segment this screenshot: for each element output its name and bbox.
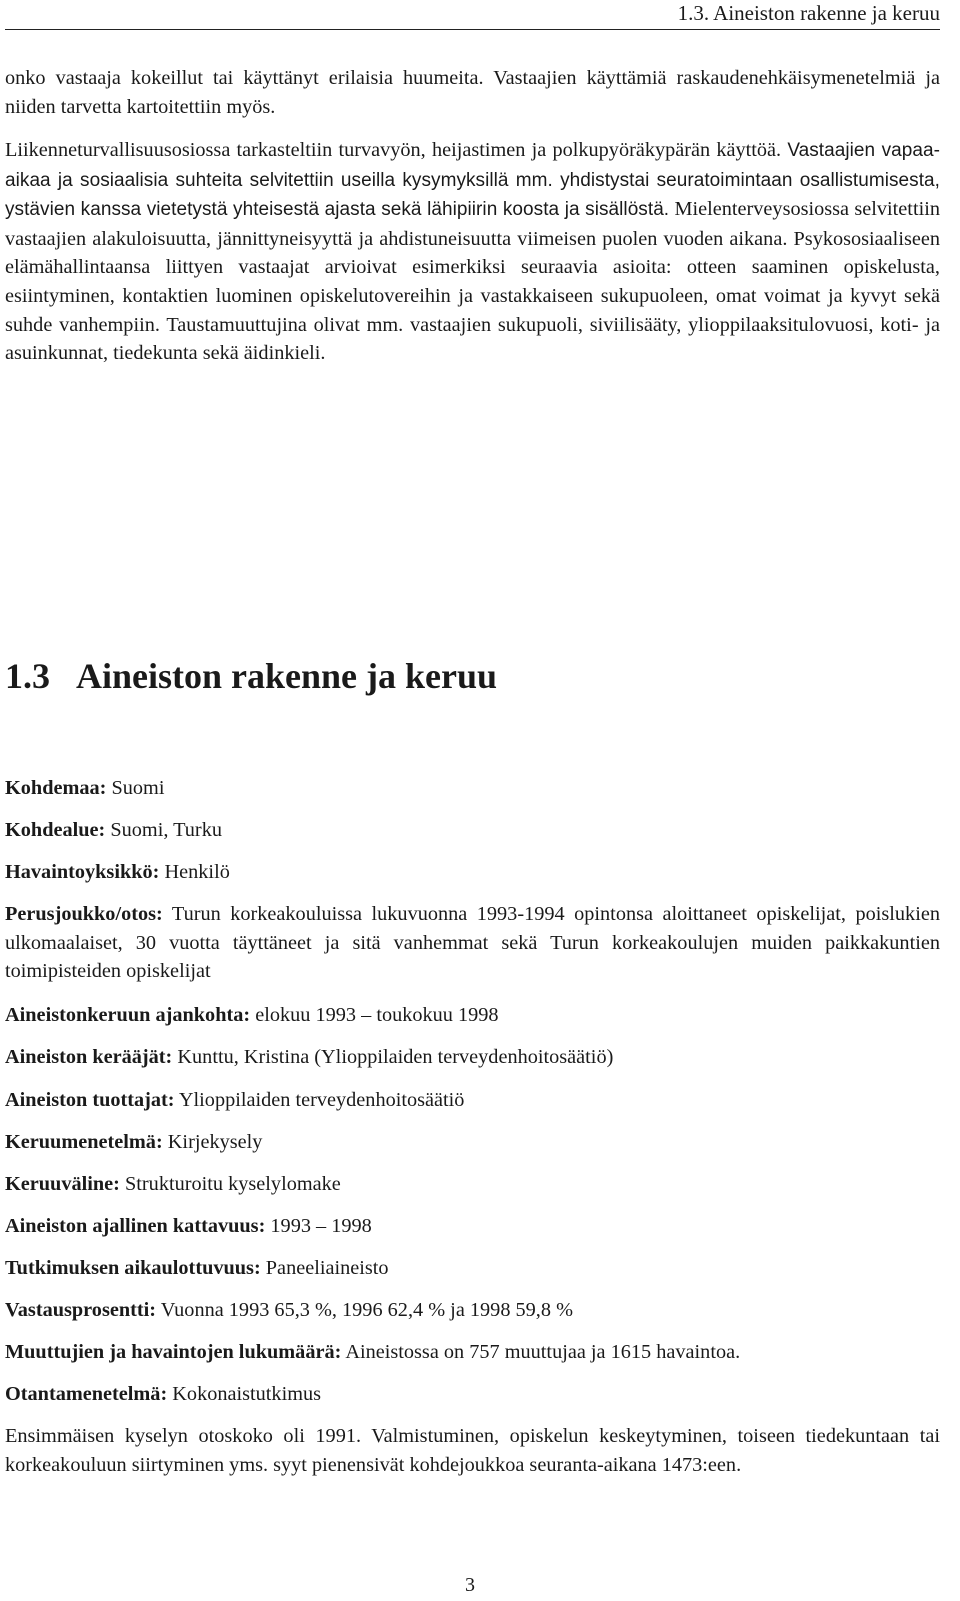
meta-value: Kirjekysely — [167, 1131, 263, 1153]
meta-label: Kohdealue: — [5, 819, 106, 841]
meta-label: Aineiston ajallinen kattavuus: — [5, 1215, 266, 1237]
meta-row-havaintoyksikko — [5, 858, 940, 887]
meta-label: Keruumenetelmä: — [5, 1131, 163, 1153]
meta-row-keruumenetelma — [5, 1128, 940, 1157]
meta-label: Havaintoyksikkö: — [5, 861, 160, 883]
meta-label: Aineistonkeruun ajankohta: — [5, 1004, 251, 1026]
meta-row-aikaulottuvuus — [5, 1254, 940, 1283]
meta-row-keraajat — [5, 1043, 940, 1072]
meta-row-perusjoukko — [5, 900, 940, 986]
meta-label: Keruuväline: — [5, 1173, 120, 1195]
meta-label: Aineiston tuottajat: — [5, 1089, 175, 1111]
meta-value: Strukturoitu kyselylomake — [125, 1173, 341, 1195]
page-number: 3 — [465, 1574, 475, 1596]
meta-row-tuottajat — [5, 1086, 940, 1115]
meta-value: Vuonna 1993 65,3 %, 1996 62,4 % ja 1998 59,8 % — [160, 1299, 573, 1321]
intro-paragraph-2-sans-text: Vastaajien vapaa-aikaa ja sosiaalisia suhteita selvitettiin useilla kysymyksillä mm. yhdistystai seuratoimintaan osallistumisesta, ystävien kanssa vietetystä yhteisestä ajasta sekä lähipiirin koosta ja sisällöstä. — [5, 140, 940, 221]
running-header: 1.3. Aineiston rakenne ja keruu — [677, 1, 940, 25]
meta-value: Suomi, Turku — [110, 819, 222, 841]
meta-value: Henkilö — [164, 861, 230, 883]
intro-paragraph-2-rest: Mielenterveysosiossa selvitettiin vastaajien alakuloisuutta, jännittyneisyyttä ja ahdistuneisuutta viimeisen puolen vuoden aikana. Psykososiaaliseen elämähallintaansa liittyen vastaajat arvioivat esimerkiksi seuraavia asioita: otteen saaminen opiskelusta, esiintyminen, kontaktien luominen opiskelutovereihin ja vastakkaiseen sukupuoleen, omat voimat ja kyvyt sekä suhde vanhempiin. Taustamuuttujina olivat mm. vastaajien sukupuoli, siviilisääty, ylioppilaaksitulovuosi, koti- ja asuinkunnat, tiedekunta sekä äidinkieli. — [5, 198, 940, 365]
meta-value: Ylioppilaiden terveydenhoitosäätiö — [178, 1089, 465, 1111]
meta-value: Paneeliaineisto — [265, 1257, 389, 1279]
meta-label: Otantamenetelmä: — [5, 1383, 168, 1405]
section-title-text: Aineiston rakenne ja keruu — [76, 656, 498, 696]
meta-value: Suomi — [111, 777, 165, 799]
meta-value: Turun korkeakouluissa lukuvuonna 1993-1994 opintonsa aloittaneet opiskelijat, poislukien ulkomaalaiset, 30 vuotta täyttäneet ja sitä vanhemmat sekä Turun korkeakoulujen muiden paikkakuntien toimipisteiden opiskelijat — [5, 903, 940, 983]
intro-paragraph-2 — [5, 136, 940, 368]
meta-row-kohdealue — [5, 816, 940, 845]
meta-label: Kohdemaa: — [5, 777, 107, 799]
closing-note: Ensimmäisen kyselyn otoskoko oli 1991. Valmistuminen, opiskelun keskeytyminen, toiseen tiedekuntaan tai korkeakouluun siirtyminen yms. syyt pienensivät kohdejoukkoa seuranta-aikana 1473:een. — [5, 1425, 940, 1476]
meta-value: Kunttu, Kristina (Ylioppilaiden terveydenhoitosäätiö) — [177, 1046, 614, 1068]
section-heading — [5, 654, 497, 698]
meta-label: Tutkimuksen aikaulottuvuus: — [5, 1257, 261, 1279]
intro-paragraph-2-line-1: Liikenneturvallisuusosiossa tarkasteltiin turvavyön, heijastimen ja polkupyöräkypärän käyttöä. — [5, 139, 782, 161]
meta-row-lukumaara — [5, 1338, 940, 1367]
header-rule — [5, 29, 940, 30]
meta-row-otantamenetelma — [5, 1380, 940, 1409]
meta-row-ajallinen-kattavuus — [5, 1212, 940, 1241]
meta-row-keruuvaline — [5, 1170, 940, 1199]
meta-label: Perusjoukko/otos: — [5, 903, 163, 925]
meta-row-vastausprosentti — [5, 1296, 940, 1325]
meta-value: Aineistossa on 757 muuttujaa ja 1615 havaintoa. — [345, 1341, 741, 1363]
meta-label: Muuttujien ja havaintojen lukumäärä: — [5, 1341, 342, 1363]
meta-value: elokuu 1993 – toukokuu 1998 — [255, 1004, 499, 1026]
section-number: 1.3 — [5, 656, 50, 696]
intro-paragraph-1: onko vastaaja kokeillut tai käyttänyt erilaisia huumeita. Vastaajien käyttämiä raskaudenehkäisymenetelmiä ja niiden tarvetta kartoitettiin myös. — [5, 67, 940, 118]
meta-value: Kokonaistutkimus — [172, 1383, 322, 1405]
meta-row-kohdemaa — [5, 774, 940, 803]
meta-label: Aineiston kerääjät: — [5, 1046, 173, 1068]
meta-value: 1993 – 1998 — [270, 1215, 372, 1237]
meta-label: Vastausprosentti: — [5, 1299, 157, 1321]
meta-row-keruun-ajankohta — [5, 1001, 940, 1030]
